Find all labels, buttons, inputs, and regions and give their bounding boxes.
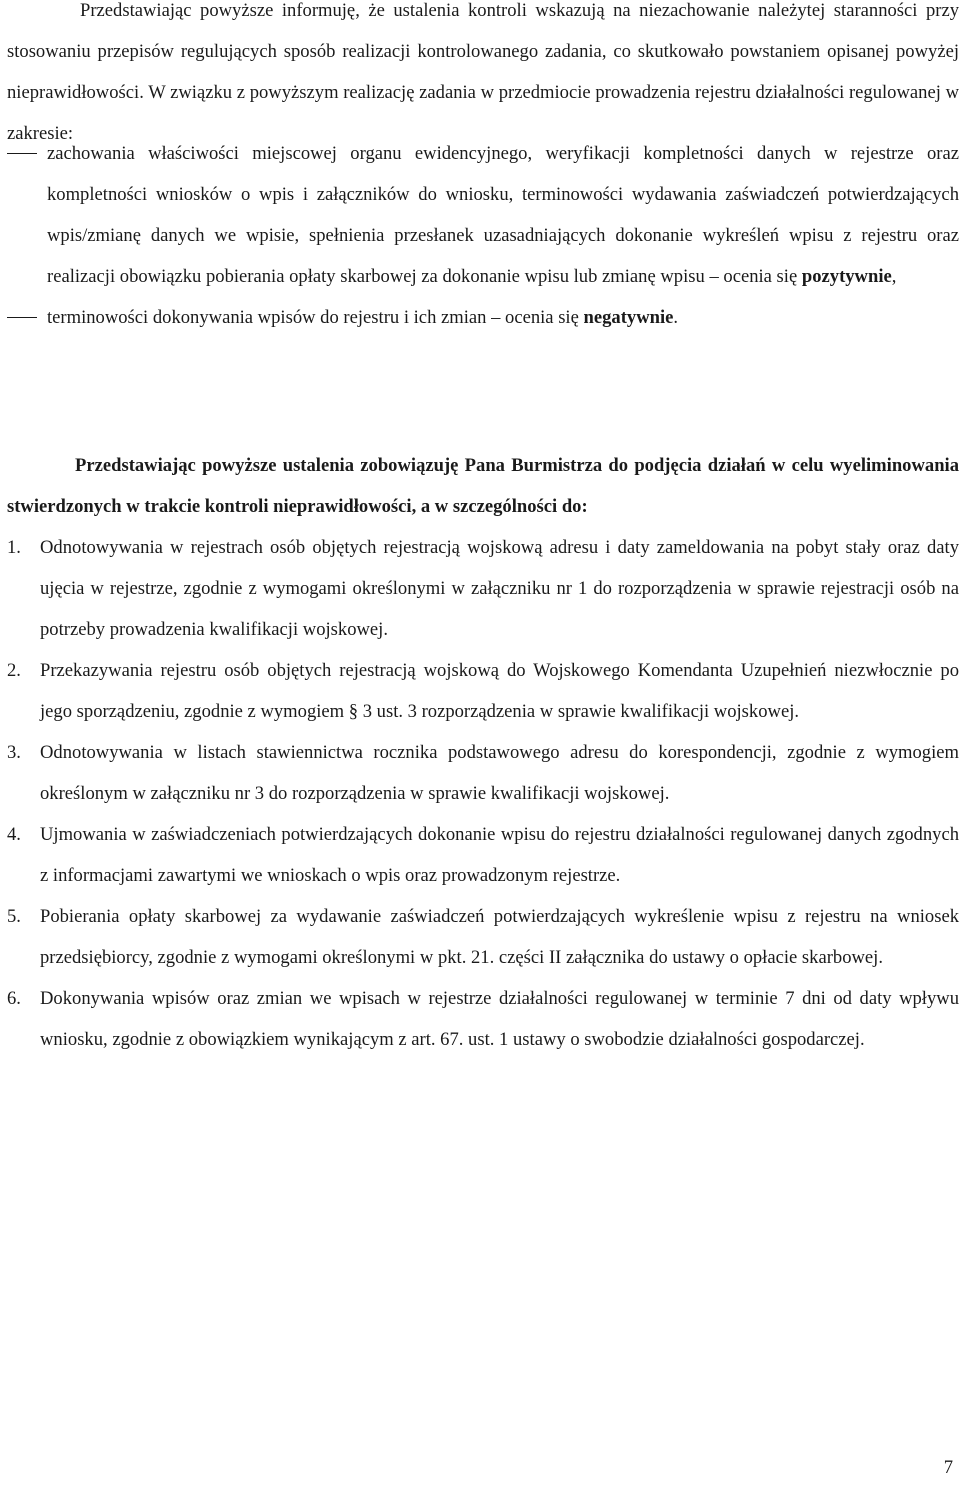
assessment-tail: , (891, 266, 897, 287)
intro-paragraph: Przedstawiając powyższe informuję, że ustalenia kontroli wskazują na niezachowanie należytej staranności przy stosowaniu przepisów regulujących sposób realizacji kontrolowanego zadania, co skutkowało powstaniem opisanej powyżej nieprawidłowości. W związku z powyższym realizację zadania w przedmiocie prowadzenia rejestru działalności regulowanej w zakresie: (7, 0, 959, 144)
item-text: Przekazywania rejestru osób objętych rejestracją wojskową do Wojskowego Komendanta Uzupełnień niezwłocznie po jego sporządzeniu, zgodnie z wymogiem § 3 ust. 3 rozporządzenia w sprawie kwalifikacji wojskowej. (40, 660, 959, 722)
assessment-tail: . (673, 307, 679, 328)
item-text: Odnotowywania w listach stawiennictwa rocznika podstawowego adresu do korespondencji, zgodnie z wymogiem określonym w załączniku nr 3 do rozporządzenia w sprawie kwalifikacji wojskowej. (40, 742, 959, 804)
item-number: 3. (7, 742, 21, 763)
recommendation-item (0, 814, 960, 896)
dash-bullet (7, 153, 37, 154)
item-number: 2. (7, 660, 21, 681)
assessment-text: zachowania właściwości miejscowej organu ewidencyjnego, weryfikacji kompletności danych w rejestrze oraz kompletności wniosków o wpis i załączników do wniosku, terminowości wydawania zaświadczeń potwierdzających wpis/zmianę danych we wpisie, spełnienia przesłanek uzasadniających dokonanie wykreśleń wpisu z rejestru oraz realizacji obowiązku pobierania opłaty skarbowej za dokonanie wpisu lub zmianę wpisu ‒ ocenia się (47, 143, 959, 287)
dash-bullet (7, 317, 37, 318)
assessment-result: pozytywnie (801, 266, 892, 287)
item-text: Pobierania opłaty skarbowej za wydawanie zaświadczeń potwierdzających wykreślenie wpisu z rejestru na wniosek przedsiębiorcy, zgodnie z wymogami określonymi w pkt. 21. części II załącznika do ustawy o opłacie skarbowej. (40, 906, 959, 968)
recommendation-item (0, 650, 960, 732)
assessment-item-positive (0, 133, 960, 297)
summary-paragraph: Przedstawiając powyższe ustalenia zobowiązuję Pana Burmistrza do podjęcia działań w celu wyeliminowania stwierdzonych w trakcie kontroli nieprawidłowości, a w szczególności do: (7, 455, 959, 517)
recommendations-list (0, 527, 960, 1060)
item-number: 6. (7, 988, 21, 1009)
assessment-result: negatywnie (583, 307, 674, 328)
item-text: Odnotowywania w rejestrach osób objętych rejestracją wojskową adresu i daty zameldowania na pobyt stały oraz daty ujęcia w rejestrze, zgodnie z wymogami określonymi w załączniku nr 1 do rozporządzenia w sprawie rejestracji osób na potrzeby prowadzenia kwalifikacji wojskowej. (40, 537, 959, 640)
recommendation-item (0, 527, 960, 650)
item-text: Dokonywania wpisów oraz zmian we wpisach w rejestrze działalności regulowanej w terminie 7 dni od daty wpływu wniosku, zgodnie z obowiązkiem wynikającym z art. 67. ust. 1 ustawy o swobodzie działalności gospodarczej. (40, 988, 959, 1050)
assessment-item-negative (0, 297, 960, 338)
item-number: 4. (7, 824, 21, 845)
assessment-text: terminowości dokonywania wpisów do rejestru i ich zmian ‒ ocenia się (47, 307, 584, 328)
recommendation-item (0, 978, 960, 1060)
recommendation-item (0, 896, 960, 978)
item-number: 1. (7, 537, 21, 558)
item-text: Ujmowania w zaświadczeniach potwierdzających dokonanie wpisu do rejestru działalności regulowanej danych zgodnych z informacjami zawartymi we wnioskach o wpis oraz prowadzonym rejestrze. (40, 824, 959, 886)
item-number: 5. (7, 906, 21, 927)
assessment-list (0, 133, 960, 338)
page-number: 7 (943, 1457, 953, 1478)
recommendation-item (0, 732, 960, 814)
